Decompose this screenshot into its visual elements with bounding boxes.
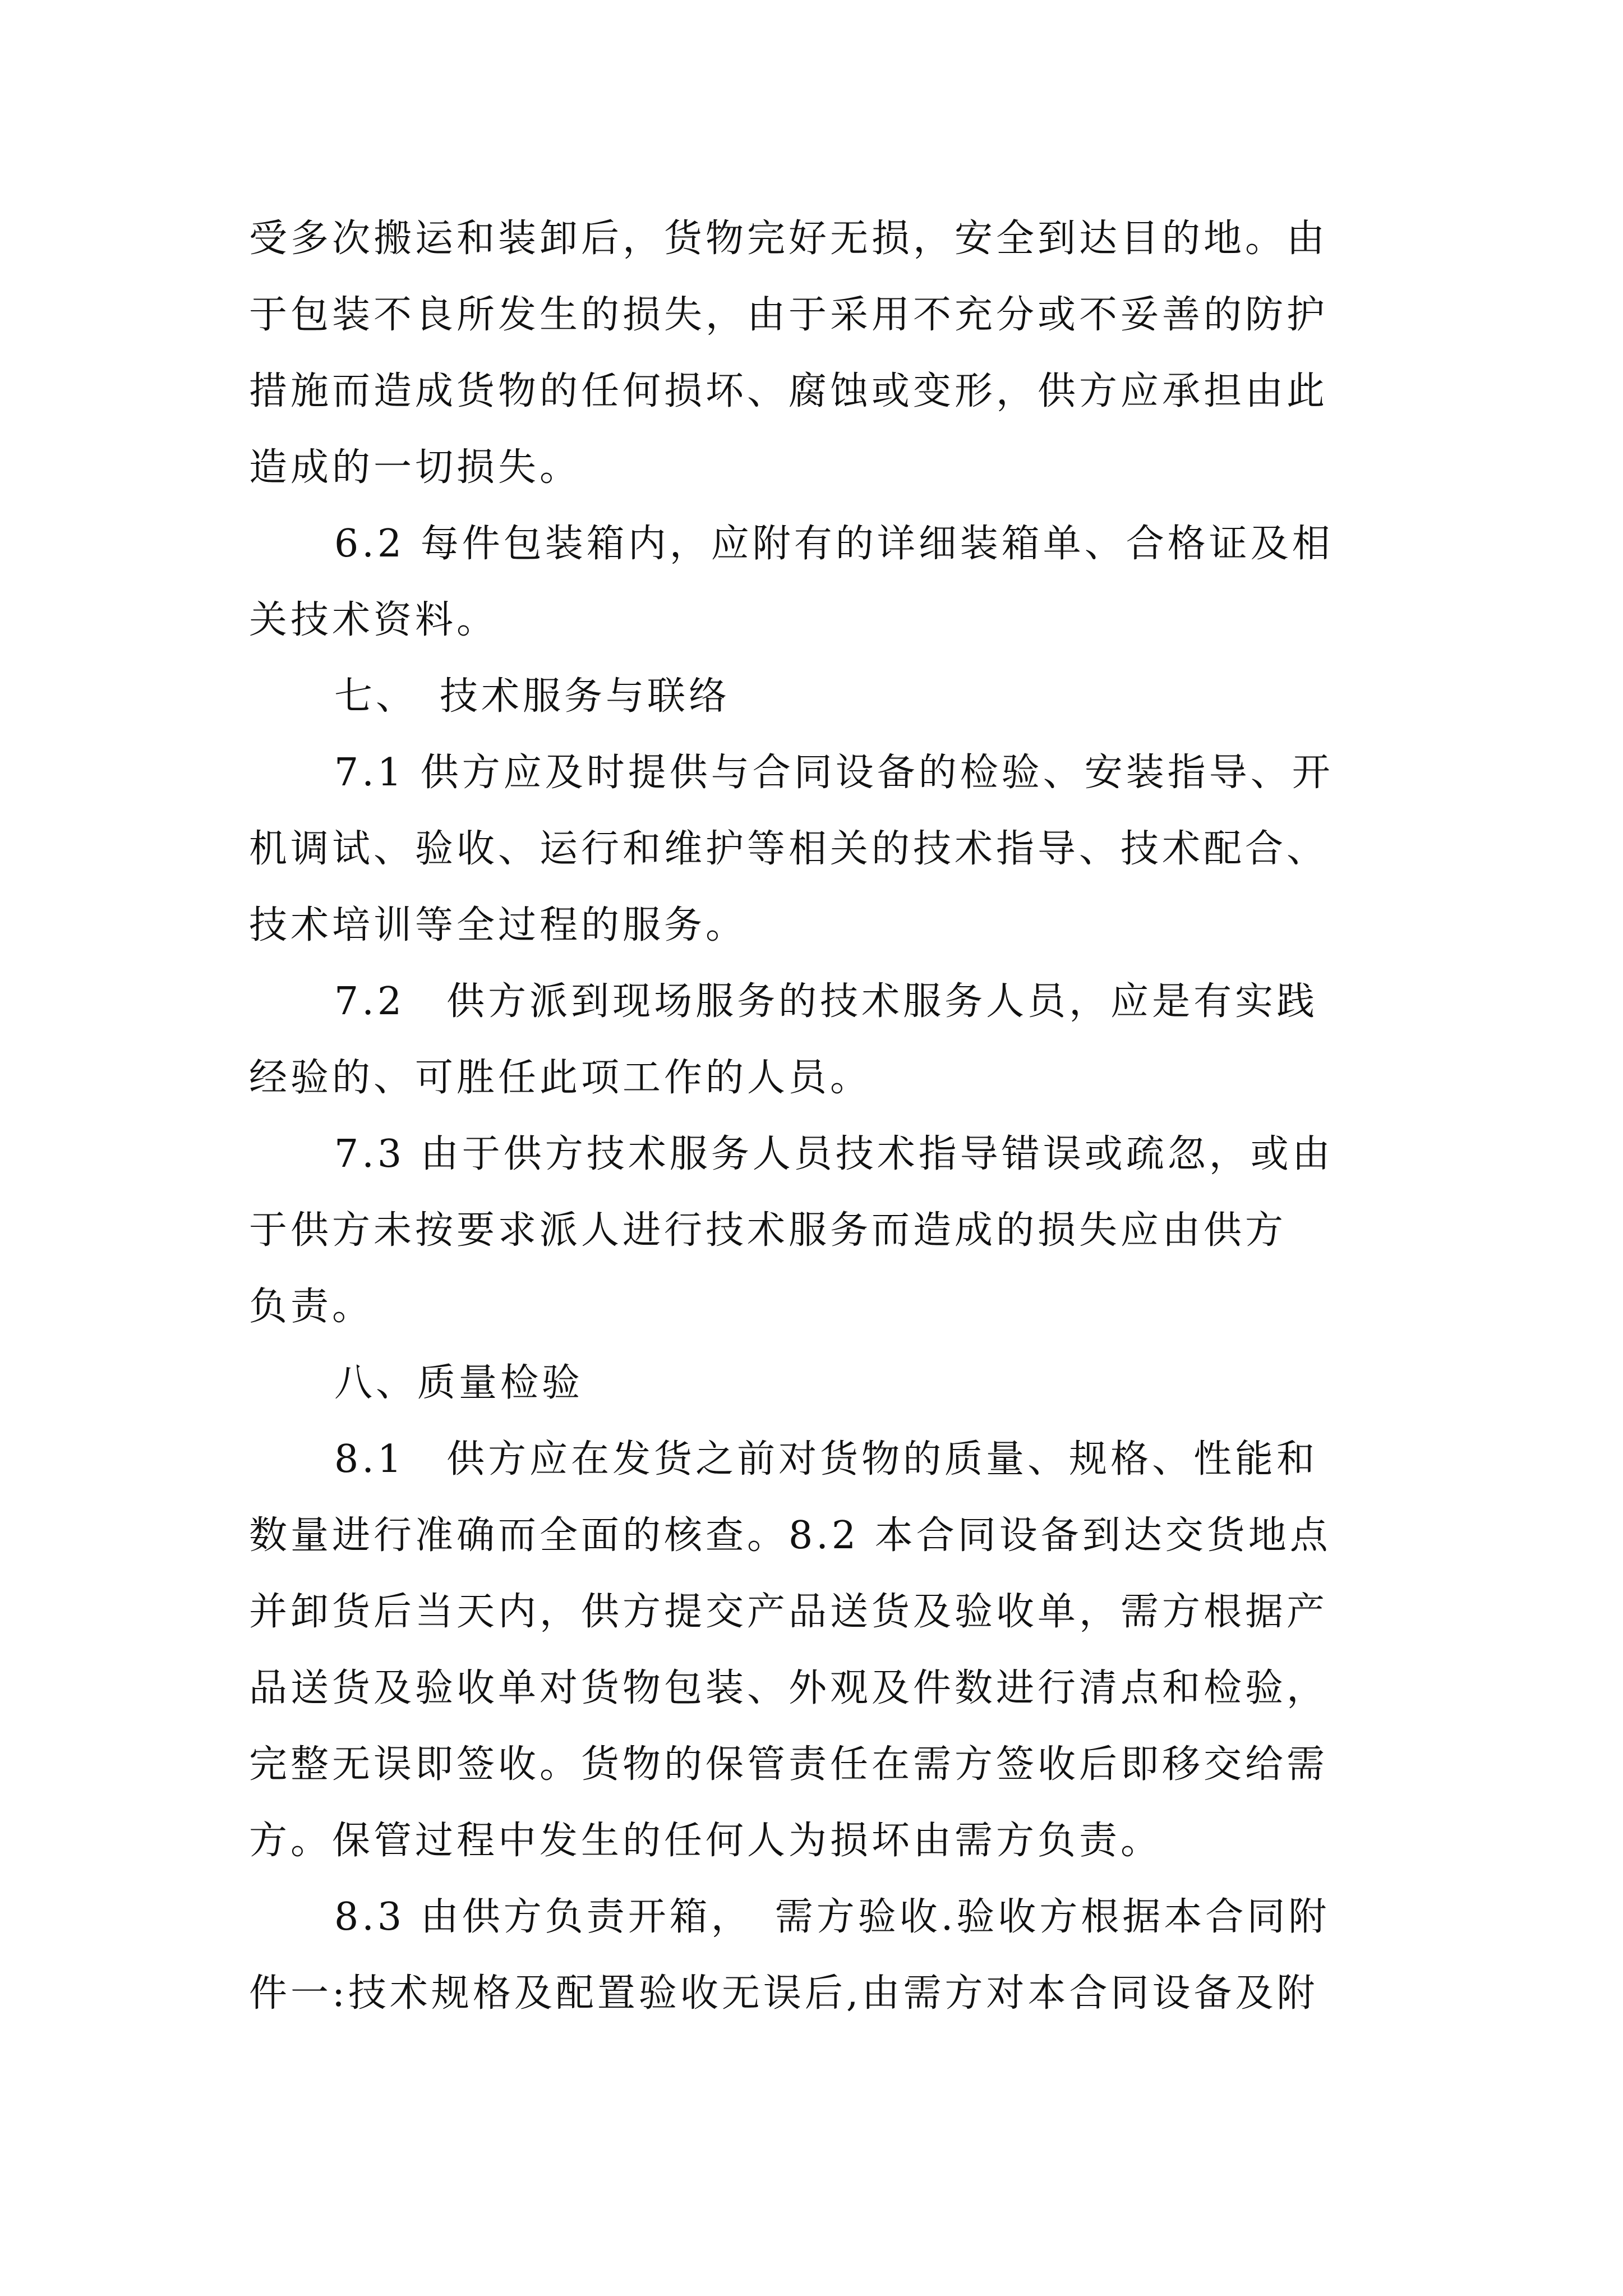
text-line-21: 完整无误即签收。货物的保管责任在需方签收后即移交给需 bbox=[249, 1742, 1329, 1787]
text-line-2: 于包装不良所发生的损失，由于采用不充分或不妥善的防护 bbox=[249, 293, 1329, 337]
text-line-23: 8.3 由供方负责开箱， 需方验收.验收方根据本合同附 bbox=[334, 1895, 1330, 1939]
text-line-18: 数量进行准确而全面的核查。8.2 本合同设备到达交货地点 bbox=[249, 1513, 1331, 1558]
text-line-11: 7.2 供方派到现场服务的技术服务人员，应是有实践 bbox=[334, 979, 1318, 1024]
text-line-4: 造成的一切损失。 bbox=[249, 445, 582, 490]
text-line-15: 负责。 bbox=[249, 1285, 374, 1329]
text-line-17: 8.1 供方应在发货之前对货物的质量、规格、性能和 bbox=[334, 1437, 1318, 1481]
text-line-6: 关技术资料。 bbox=[249, 598, 499, 642]
text-line-13: 7.3 由于供方技术服务人员技术指导错误或疏忽，或由 bbox=[334, 1132, 1334, 1176]
text-line-12: 经验的、可胜任此项工作的人员。 bbox=[249, 1056, 872, 1100]
text-line-20: 品送货及验收单对货物包装、外观及件数进行清点和检验， bbox=[249, 1666, 1329, 1710]
text-line-3: 措施而造成货物的任何损坏、腐蚀或变形，供方应承担由此 bbox=[249, 369, 1329, 413]
text-line-22: 方。保管过程中发生的任何人为损坏由需方负责。 bbox=[249, 1819, 1163, 1863]
text-line-5: 6.2 每件包装箱内，应附有的详细装箱单、合格证及相 bbox=[334, 522, 1334, 566]
text-line-19: 并卸货后当天内，供方提交产品送货及验收单，需方根据产 bbox=[249, 1590, 1329, 1634]
text-line-24: 件一:技术规格及配置验收无误后,由需方对本合同设备及附 bbox=[249, 1971, 1318, 2016]
text-line-8: 7.1 供方应及时提供与合同设备的检验、安装指导、开 bbox=[334, 751, 1334, 795]
text-line-9: 机调试、验收、运行和维护等相关的技术指导、技术配合、 bbox=[249, 827, 1329, 871]
document-body bbox=[249, 201, 1404, 2032]
text-line-10: 技术培训等全过程的服务。 bbox=[249, 903, 748, 947]
text-line-1: 受多次搬运和装卸后，货物完好无损，安全到达目的地。由 bbox=[249, 217, 1329, 261]
section-heading-8: 八、质量检验 bbox=[334, 1361, 584, 1405]
section-heading-7: 七、 技术服务与联络 bbox=[334, 674, 731, 719]
text-line-14: 于供方未按要求派人进行技术服务而造成的损失应由供方 bbox=[249, 1208, 1287, 1253]
